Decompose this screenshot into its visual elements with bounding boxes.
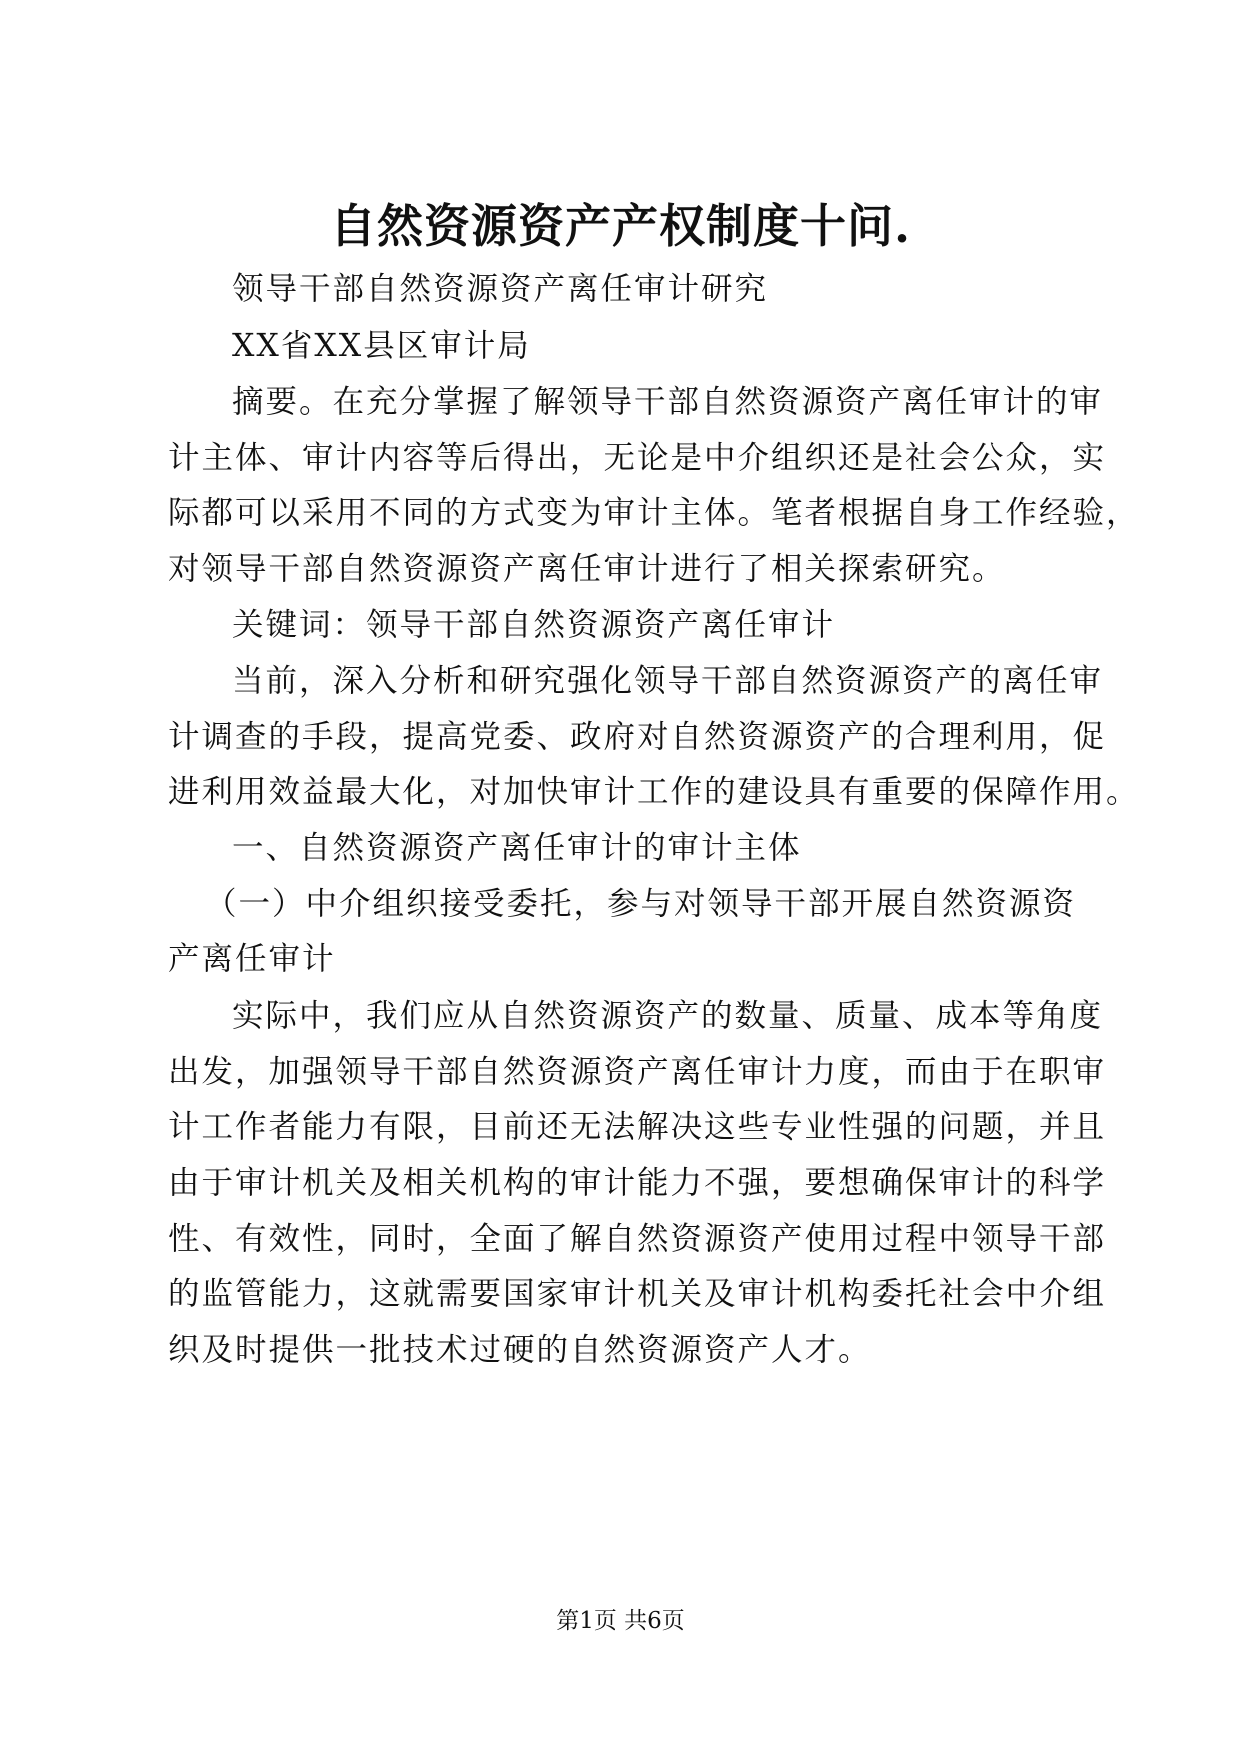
abstract-line-3: 际都可以采用不同的方式变为审计主体。笔者根据自身工作经验，: [168, 495, 1140, 531]
abstract-line-2: 计主体、审计内容等后得出，无论是中介组织还是社会公众，实: [168, 440, 1107, 476]
paragraph-2-line-5: 性、有效性，同时，全面了解自然资源资产使用过程中领导干部: [168, 1221, 1107, 1257]
paragraph-1-line-1: 当前，深入分析和研究强化领导干部自然资源资产的离任审: [232, 663, 1104, 699]
paragraph-2-line-4: 由于审计机关及相关机构的审计能力不强，要想确保审计的科学: [168, 1165, 1107, 1201]
subsection-heading-line-2: 产离任审计: [168, 941, 336, 977]
abstract-line-1: 摘要。在充分掌握了解领导干部自然资源资产离任审计的审: [232, 384, 1104, 420]
document-title: 自然资源资产产权制度十问.: [329, 199, 911, 253]
paragraph-2-line-1: 实际中，我们应从自然资源资产的数量、质量、成本等角度: [232, 998, 1104, 1034]
paragraph-2-line-2: 出发，加强领导干部自然资源资产离任审计力度，而由于在职审: [168, 1054, 1107, 1090]
paragraph-2-line-6: 的监管能力，这就需要国家审计机关及审计机构委托社会中介组: [168, 1276, 1107, 1312]
abstract-line-4: 对领导干部自然资源资产离任审计进行了相关探索研究。: [168, 551, 1006, 587]
paragraph-2-line-3: 计工作者能力有限，目前还无法解决这些专业性强的问题，并且: [168, 1109, 1107, 1145]
subtitle-line: 领导干部自然资源资产离任审计研究: [232, 271, 769, 307]
subsection-heading-line-1: （一）中介组织接受委托，参与对领导干部开展自然资源资: [205, 886, 1077, 922]
paragraph-2-line-7: 织及时提供一批技术过硬的自然资源资产人才。: [168, 1332, 872, 1368]
paragraph-1-line-2: 计调查的手段，提高党委、政府对自然资源资产的合理利用，促: [168, 719, 1107, 755]
page-number-footer: 第1页 共6页: [556, 1608, 685, 1634]
keywords-line: 关键词：领导干部自然资源资产离任审计: [232, 607, 836, 643]
author-line: XX省XX县区审计局: [232, 328, 531, 364]
paragraph-1-line-3: 进利用效益最大化，对加快审计工作的建设具有重要的保障作用。: [168, 774, 1140, 810]
section-heading-1: 一、自然资源资产离任审计的审计主体: [232, 830, 802, 866]
